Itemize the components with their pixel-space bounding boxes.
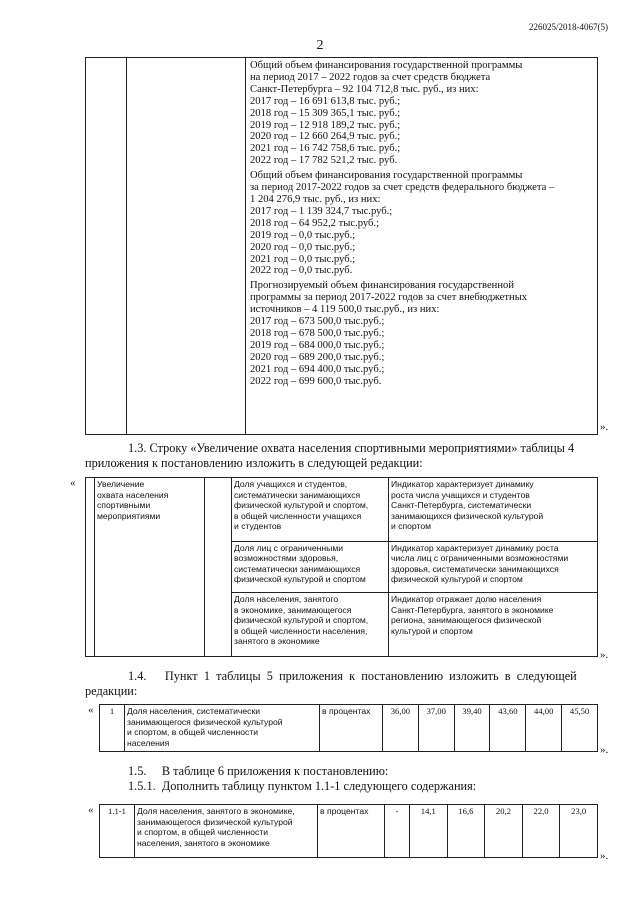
document-id: 226025/2018-4067(5)	[529, 22, 608, 32]
close-quote: ».	[600, 744, 609, 756]
item-name-cell: Доля населения, систематически занимающегося физической культурой и спортом, в общей численности населения	[125, 705, 320, 752]
empty-cell	[205, 478, 232, 657]
paragraph-1-5-1: 1.5.1. Дополнить таблицу пунктом 1.1-1 следующего содержания:	[128, 779, 477, 793]
page-number: 2	[316, 38, 324, 53]
paragraph-1-4-line2: редакции:	[85, 684, 138, 698]
funding-block-extrabudgetary: Прогнозируемый объем финансирования государственной программы за период 2017-2022 годов за счет внебюджетных источников – 4 119 500,0 тыс.руб., из них: 2017 год – 673 500,0 тыс.руб.; 2018 год – 678 500,0 тыс.руб.; 2019 год – 684 000,0 тыс.руб.; 2020 год – 689 200,0 тыс.руб.; 2021 год – 694 400,0 тыс.руб.; 2022 год – 699 600,0 тыс.руб.	[250, 280, 528, 387]
unit-cell: в процентах	[320, 705, 383, 752]
paragraph-1-3-line2: приложения к постановлению изложить в следующей редакции:	[85, 456, 423, 470]
value-cell: 36,00	[383, 705, 419, 752]
paragraph-1-5: 1.5. В таблице 6 приложения к постановлению:	[128, 764, 389, 778]
value-cell: 22,0	[522, 805, 560, 858]
value-cell: 39,40	[454, 705, 490, 752]
close-quote: ».	[600, 850, 609, 862]
empty-cell	[86, 58, 127, 435]
paragraph-1-4-line1: 1.4. Пункт 1 таблицы 5 приложения к постановлению изложить в следующей	[128, 669, 577, 683]
indicators-table	[85, 477, 598, 657]
table6-item1-1-1	[99, 804, 598, 858]
item-name-cell: Доля населения, занятого в экономике, занимающегося физической культурой и спортом, в общей численности населения, занятого в экономике	[135, 805, 318, 858]
value-cell: 16,6	[447, 805, 485, 858]
item-number: 1.1-1	[100, 805, 135, 858]
description-cell: Индикатор отражает долю населения Санкт-Петербурга, занятого в экономике региона, занимающегося физической культурой и спортом	[389, 593, 598, 657]
value-cell: 44,00	[526, 705, 562, 752]
item-number: 1	[100, 705, 125, 752]
indicator-cell: Доля учащихся и студентов, систематически занимающихся физической культурой и спортом, в общей численности учащихся и студентов	[232, 478, 389, 542]
value-cell: 14,1	[410, 805, 448, 858]
description-cell: Индикатор характеризует динамику роста числа лиц с ограниченными возможностями здоровья, систематически занимающихся физической культурой и спортом	[389, 541, 598, 593]
table5-item1	[99, 704, 598, 752]
empty-cell	[86, 478, 95, 657]
open-quote: «	[70, 477, 76, 489]
indicator-cell: Доля лиц с ограниченными возможностями здоровья, систематически занимающихся физической культурой и спортом	[232, 541, 389, 593]
indicator-cell: Доля населения, занятого в экономике, занимающегося физической культурой и спортом, в общей численности населения, занятого в экономике	[232, 593, 389, 657]
funding-block-federal: Общий объем финансирования государственной программы за период 2017-2022 годов за счет средств федерального бюджета – 1 204 276,9 тыс. руб., из них: 2017 год – 1 139 324,7 тыс.руб.; 2018 год – 64 952,2 тыс.руб.; 2019 год – 0,0 тыс.руб.; 2020 год – 0,0 тыс.руб.; 2021 год – 0,0 тыс.руб.; 2022 год – 0,0 тыс.руб.	[250, 170, 555, 277]
paragraph-1-3-line1: 1.3. Строку «Увеличение охвата населения спортивными мероприятиями» таблицы 4	[128, 441, 575, 455]
value-cell: 43,60	[490, 705, 526, 752]
empty-cell	[127, 58, 246, 435]
close-quote: ».	[600, 649, 609, 661]
close-quote: ».	[600, 421, 609, 433]
value-cell: 20,2	[485, 805, 523, 858]
description-cell: Индикатор характеризует динамику роста числа учащихся и студентов Санкт-Петербурга, систематически занимающихся физической культурой и спортом	[389, 478, 598, 542]
open-quote: «	[88, 704, 94, 716]
funding-table	[85, 57, 598, 435]
row-title-cell: Увеличение охвата населения спортивными мероприятиями	[95, 478, 205, 657]
funding-text-cell	[246, 58, 598, 435]
unit-cell: в процентах	[318, 805, 385, 858]
value-cell: 23,0	[560, 805, 598, 858]
open-quote: «	[88, 804, 94, 816]
value-cell: 37,00	[418, 705, 454, 752]
value-cell: 45,50	[562, 705, 598, 752]
funding-block-spb: Общий объем финансирования государственной программы на период 2017 – 2022 годов за счет средств бюджета Санкт-Петербурга – 92 104 712,8 тыс. руб., из них: 2017 год – 16 691 613,8 тыс. руб.; 2018 год – 15 309 365,1 тыс. руб.; 2019 год – 12 918 189,2 тыс. руб.; 2020 год – 12 660 264,9 тыс. руб.; 2021 год – 16 742 758,6 тыс. руб.; 2022 год – 17 782 521,2 тыс. руб.	[250, 60, 523, 167]
value-cell: -	[385, 805, 410, 858]
